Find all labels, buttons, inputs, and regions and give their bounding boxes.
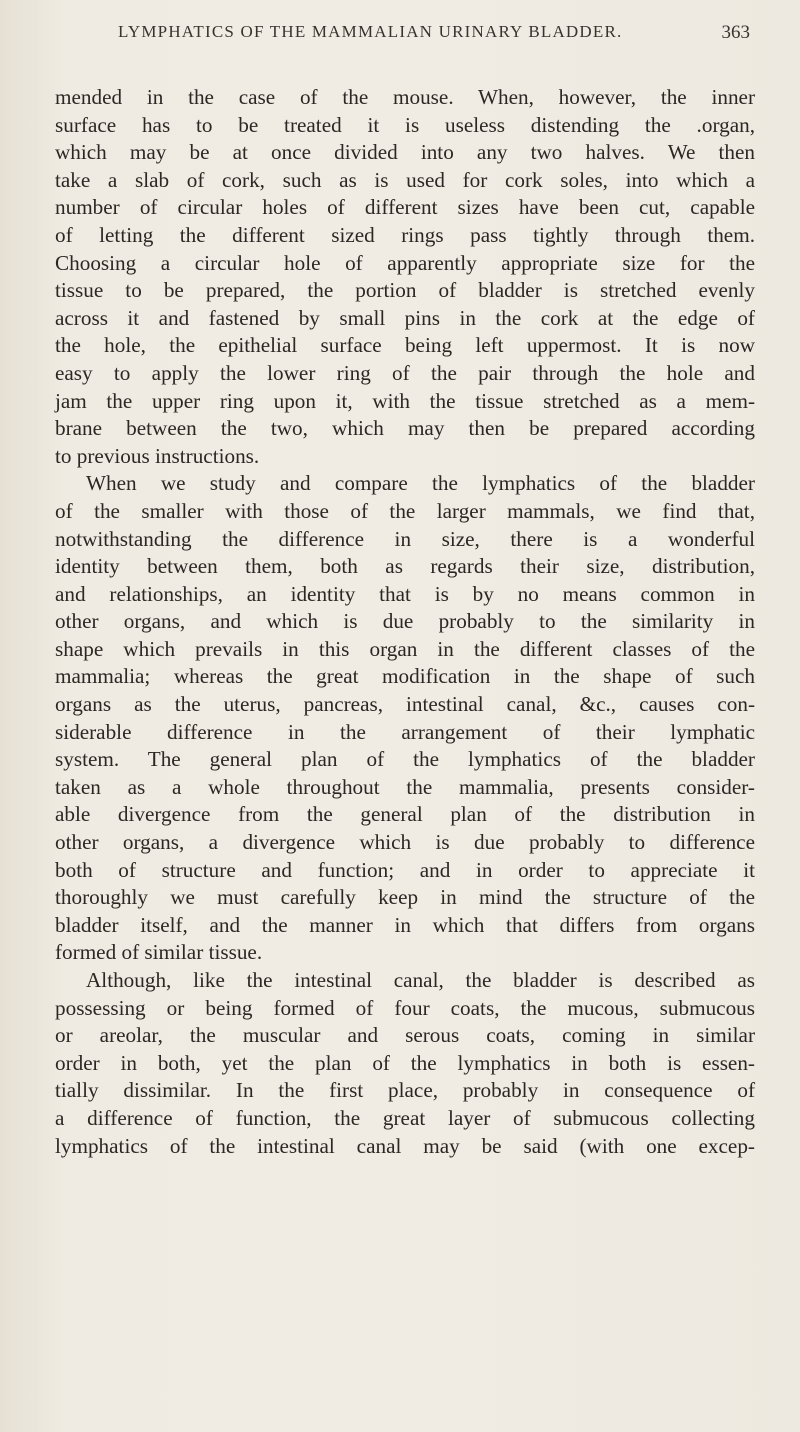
- body-text: [55, 84, 755, 1160]
- text-line: Choosing a circular hole of apparently appropriate size for the: [55, 250, 755, 275]
- text-line: the hole, the epithelial surface being left uppermost. It is now: [55, 333, 755, 358]
- running-title: LYMPHATICS OF THE MAMMALIAN URINARY BLADDER.: [118, 22, 623, 41]
- text-line: other organs, a divergence which is due probably to difference: [55, 830, 755, 855]
- running-head: [118, 22, 750, 52]
- text-line: mammalia; whereas the great modification in the shape of such: [55, 664, 755, 689]
- text-line: able divergence from the general plan of the distribution in: [55, 802, 755, 827]
- text-line: possessing or being formed of four coats, the mucous, submucous: [55, 995, 755, 1020]
- text-line: notwithstanding the difference in size, there is a wonderful: [55, 526, 755, 551]
- text-line: take a slab of cork, such as is used for cork soles, into which a: [55, 167, 755, 192]
- text-line: which may be at once divided into any two halves. We then: [55, 140, 755, 165]
- text-line: surface has to be treated it is useless distending the .organ,: [55, 112, 755, 137]
- text-line: a difference of function, the great layer of submucous collecting: [55, 1105, 755, 1130]
- page-number: 363: [721, 22, 750, 43]
- text-line: Although, like the intestinal canal, the bladder is described as: [86, 968, 755, 992]
- text-line: and relationships, an identity that is by no means common in: [55, 581, 755, 606]
- text-line: both of structure and function; and in order to appreciate it: [55, 857, 755, 882]
- text-line: When we study and compare the lymphatics of the bladder: [86, 471, 755, 496]
- text-line: or areolar, the muscular and serous coats, coming in similar: [55, 1023, 755, 1048]
- text-line: thoroughly we must carefully keep in mind the structure of the: [55, 885, 755, 910]
- text-line: bladder itself, and the manner in which that differs from organs: [55, 912, 755, 937]
- text-line: number of circular holes of different sizes have been cut, capable: [55, 195, 755, 220]
- text-line: lymphatics of the intestinal canal may be said (with one excep-: [55, 1133, 755, 1158]
- text-line: of the smaller with those of the larger mammals, we find that,: [55, 498, 755, 523]
- text-line: taken as a whole throughout the mammalia, presents consider-: [55, 774, 755, 799]
- text-line: tially dissimilar. In the first place, probably in consequence of: [55, 1078, 755, 1103]
- text-line: tissue to be prepared, the portion of bladder is stretched evenly: [55, 278, 755, 303]
- text-line: formed of similar tissue.: [55, 940, 263, 965]
- text-line: organs as the uterus, pancreas, intestinal canal, &c., causes con-: [55, 692, 755, 717]
- text-line: to previous instructions.: [55, 443, 260, 468]
- text-line: siderable difference in the arrangement of their lymphatic: [55, 719, 755, 744]
- text-line: identity between them, both as regards their size, distribution,: [55, 554, 755, 579]
- text-line: across it and fastened by small pins in the cork at the edge of: [55, 305, 755, 330]
- text-line: mended in the case of the mouse. When, however, the inner: [55, 85, 755, 109]
- text-line: shape which prevails in this organ in the different classes of the: [55, 636, 755, 661]
- text-line: easy to apply the lower ring of the pair through the hole and: [55, 360, 755, 385]
- text-line: jam the upper ring upon it, with the tissue stretched as a mem-: [55, 388, 755, 413]
- text-line: brane between the two, which may then be prepared according: [55, 416, 755, 441]
- text-line: order in both, yet the plan of the lymphatics in both is essen-: [55, 1050, 755, 1075]
- text-line: system. The general plan of the lymphatics of the bladder: [55, 747, 755, 772]
- text-line: other organs, and which is due probably to the similarity in: [55, 609, 755, 634]
- text-line: of letting the different sized rings pass tightly through them.: [55, 222, 755, 247]
